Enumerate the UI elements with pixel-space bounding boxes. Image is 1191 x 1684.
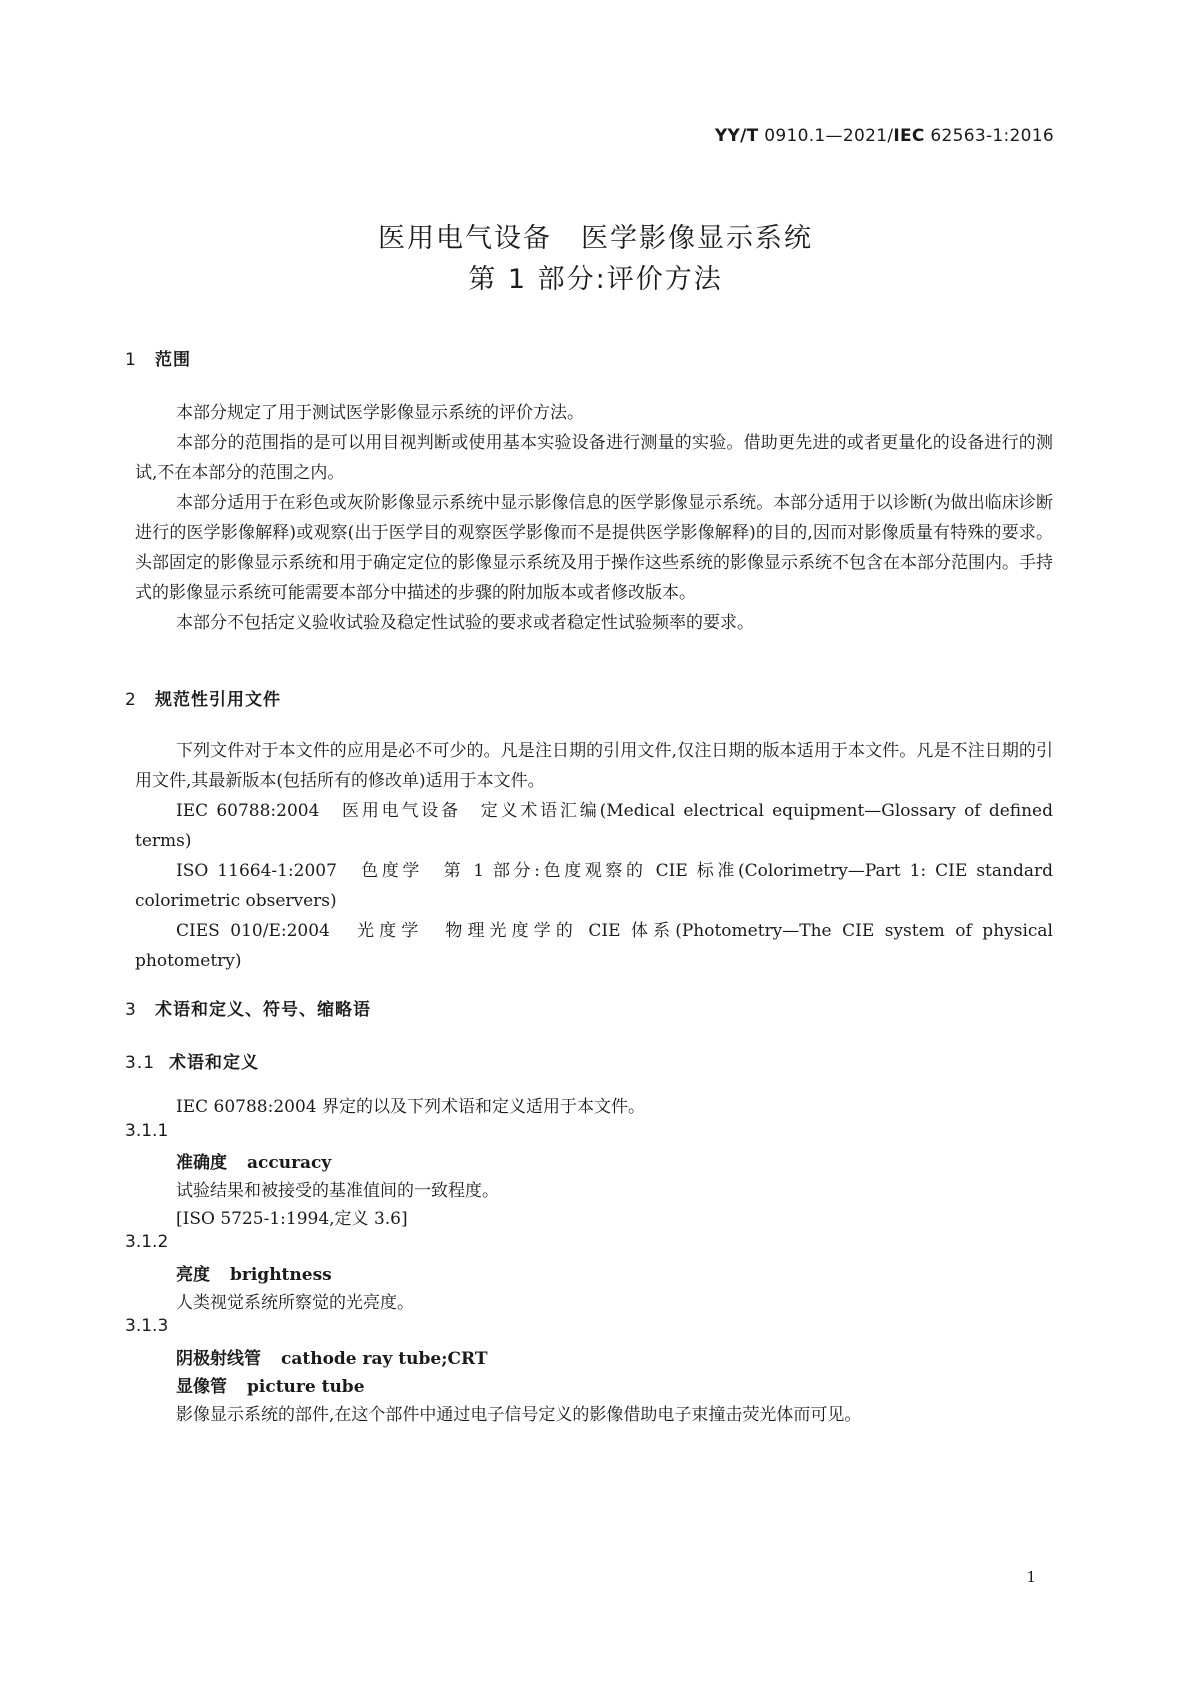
paragraph: 下列文件对于本文件的应用是必不可少的。凡是注日期的引用文件,仅注日期的版本适用于本文件。凡是不注日期的引用文件,其最新版本(包括所有的修改单)适用于本文件。 xyxy=(135,741,1053,791)
section-1-body xyxy=(135,398,1053,638)
iec-number: 62563-1:2016 xyxy=(924,126,1054,146)
section-title: 范围 xyxy=(155,350,191,370)
section-number: 3.1 xyxy=(125,1053,156,1073)
section-1-heading xyxy=(125,345,191,370)
term-alt-en: picture tube xyxy=(247,1377,365,1397)
section-3-heading xyxy=(125,995,371,1020)
iec-prefix: IEC xyxy=(893,126,925,146)
term-source: [ISO 5725-1:1994,定义 3.6] xyxy=(176,1209,408,1229)
term-heading xyxy=(176,1148,331,1173)
term-zh: 阴极射线管 xyxy=(176,1349,261,1369)
term-en: accuracy xyxy=(247,1153,332,1173)
term-definition: 人类视觉系统所察觉的光亮度。 xyxy=(176,1293,414,1313)
term-number: 3.1.2 xyxy=(125,1232,169,1252)
paragraph: 本部分的范围指的是可以用目视判断或使用基本实验设备进行测量的实验。借助更先进的或者更量化的设备进行的测试,不在本部分的范围之内。 xyxy=(135,433,1053,483)
standard-year: 0910.1—2021/ xyxy=(758,126,894,146)
term-definition: 试验结果和被接受的基准值间的一致程度。 xyxy=(176,1181,499,1201)
section-number: 3 xyxy=(125,1000,137,1020)
section-2-heading xyxy=(125,685,281,710)
section-number: 1 xyxy=(125,350,137,370)
standard-code: YY/T xyxy=(714,126,759,146)
section-2-body xyxy=(135,736,1053,976)
standard-number xyxy=(715,126,1054,146)
term-definition: 影像显示系统的部件,在这个部件中通过电子信号定义的影像借助电子束撞击荧光体而可见。 xyxy=(176,1405,862,1425)
term-number: 3.1.1 xyxy=(125,1121,169,1141)
page-number: 1 xyxy=(1026,1568,1036,1586)
term-en: brightness xyxy=(230,1265,332,1285)
terms-intro: IEC 60788:2004 界定的以及下列术语和定义适用于本文件。 xyxy=(176,1097,646,1117)
reference-entry: ISO 11664-1:2007 色度学 第 1 部分:色度观察的 CIE 标准(Colorimetry—Part 1: CIE standard colorimetric observers) xyxy=(135,861,1053,911)
paragraph: 本部分规定了用于测试医学影像显示系统的评价方法。 xyxy=(176,403,584,423)
section-title: 术语和定义 xyxy=(169,1053,259,1073)
paragraph: 本部分不包括定义验收试验及稳定性试验的要求或者稳定性试验频率的要求。 xyxy=(176,613,754,633)
term-number: 3.1.3 xyxy=(125,1316,169,1336)
term-zh: 准确度 xyxy=(176,1153,227,1173)
term-alt-zh: 显像管 xyxy=(176,1377,227,1397)
reference-entry: CIES 010/E:2004 光度学 物理光度学的 CIE 体系(Photometry—The CIE system of physical photometry) xyxy=(135,921,1053,971)
term-alt-heading xyxy=(176,1372,365,1397)
term-heading xyxy=(176,1260,332,1285)
section-title: 规范性引用文件 xyxy=(155,690,281,710)
section-number: 2 xyxy=(125,690,137,710)
document-title-line1: 医用电气设备 医学影像显示系统 xyxy=(378,223,813,254)
term-zh: 亮度 xyxy=(176,1265,210,1285)
section-title: 术语和定义、符号、缩略语 xyxy=(155,1000,371,1020)
term-heading xyxy=(176,1344,488,1369)
section-3-1-heading xyxy=(125,1048,259,1073)
paragraph: 本部分适用于在彩色或灰阶影像显示系统中显示影像信息的医学影像显示系统。本部分适用于以诊断(为做出临床诊断进行的医学影像解释)或观察(出于医学目的观察医学影像而不是提供医学影像解释)的目的,因而对影像质量有特殊的要求。头部固定的影像显示系统和用于确定定位的影像显示系统及用于操作这些系统的影像显示系统不包含在本部分范围内。手持式的影像显示系统可能需要本部分中描述的步骤的附加版本或者修改版本。 xyxy=(135,493,1053,603)
document-title-line2: 第 1 部分:评价方法 xyxy=(468,264,723,295)
term-en: cathode ray tube;CRT xyxy=(281,1349,488,1369)
reference-entry: IEC 60788:2004 医用电气设备 定义术语汇编(Medical electrical equipment—Glossary of defined terms) xyxy=(135,801,1053,851)
